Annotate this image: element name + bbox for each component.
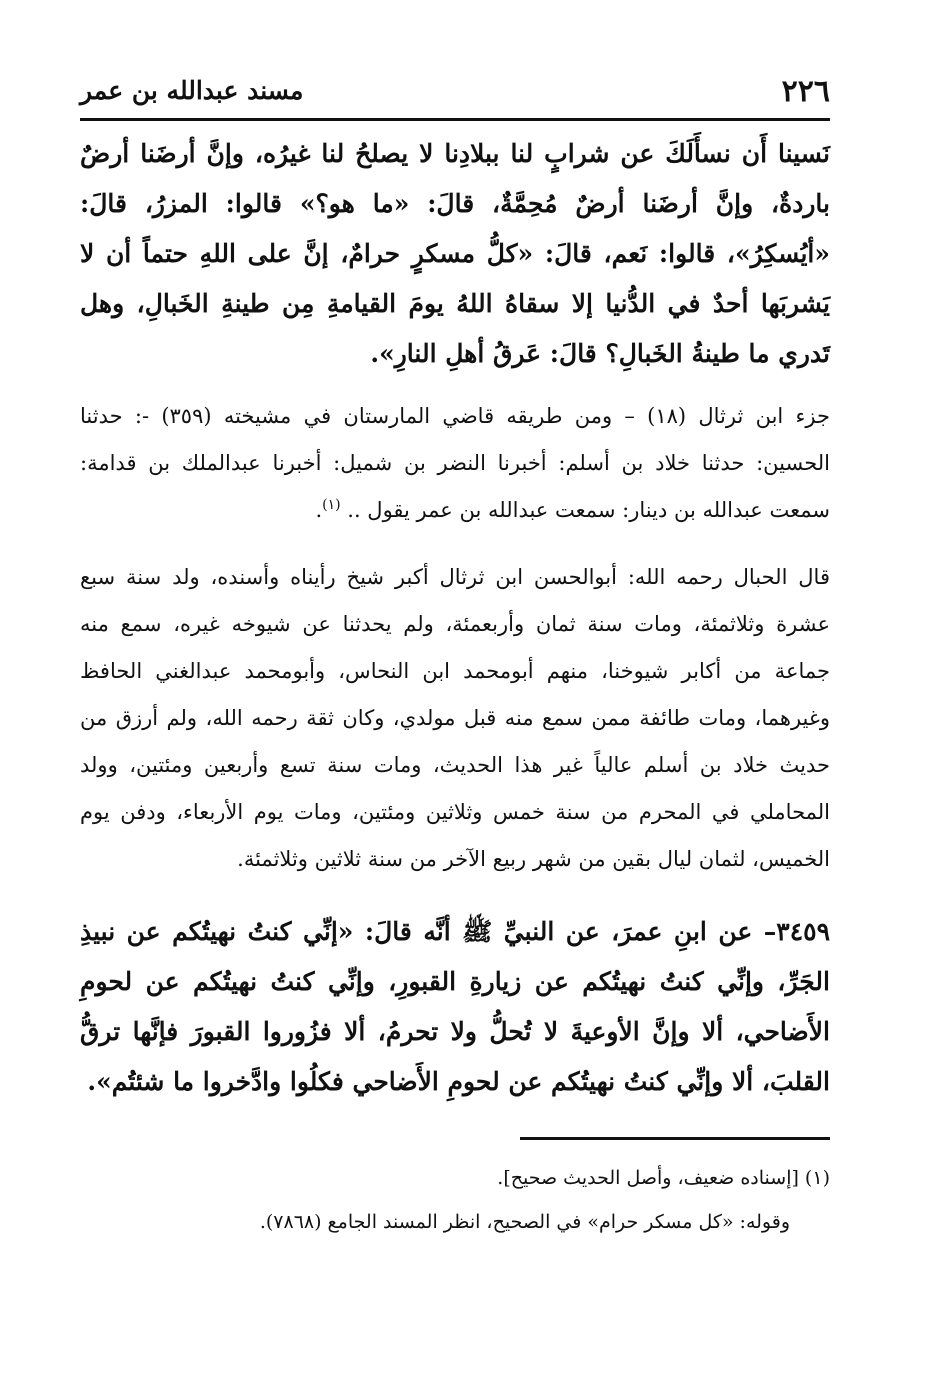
biography-note: قال الحبال رحمه الله: أبوالحسن ابن ثرثال أكبر شيخ رأيناه وأسنده، ولد سنة سبع عشرة وثلاثمئة، ومات سنة ثمان وأربعمئة، ولم يحدثنا عن شيوخه غيره، سمع منه جماعة من أكابر شيوخنا، منهم أبومحمد ابن النحاس، وأبومحمد عبدالغني الحافظ وغيرهما، ومات طائفة ممن سمع منه قبل مولدي، وكان ثقة رحمه الله، ولم أرزق من حديث خلاد بن أسلم عالياً غير هذا الحديث، ومات سنة تسع وأربعين ومئتين، وولد المحاملي في المحرم من سنة خمس وثلاثين ومئتين، ومات يوم الأربعاء، ودفن يوم الخميس، لثمان ليال بقين من شهر ربيع الآخر من سنة ثلاثين وثلاثمئة.	[80, 565, 830, 871]
book-page	[80, 70, 830, 1310]
footnote-reference[interactable]: (١)	[322, 497, 341, 513]
footnote-separator	[520, 1137, 830, 1140]
hadith-3459-text: عن ابنِ عمرَ، عن النبيِّ ﷺ أنَّه قالَ: «إنِّي كنتُ نهيتُكم عن نبيذِ الجَرِّ، وإنِّي كنتُ نهيتُكم عن زيارةِ القبورِ، وإنِّي كنتُ نهيتُكم عن لحومِ الأَضاحي، ألا وإنَّ الأوعيةَ لا تُحلُّ ولا تحرمُ، ألا فزُوروا القبورَ فإنَّها ترقُّ القلبَ، ألا وإنِّي كنتُ نهيتُكم عن لحومِ الأَضاحي فكلُوا وادَّخروا ما شئتُم».	[80, 917, 830, 1096]
hadith-continued-text: نَسينا أَن نسأَلَكَ عن شرابٍ لنا ببلادِنا لا يصلحُ لنا غيرُه، وإنَّ أرضَنا أرضٌ باردةٌ، وإنَّ أرضَنا أرضٌ مُحِمَّةٌ، قالَ: «ما هو؟» قالوا: المزرُ، قالَ: «أيُسكِرُ»، قالوا: نَعم، قالَ: «كلُّ مسكرٍ حرامٌ، إنَّ على اللهِ حتماً أن لا يَشربَها أحدٌ في الدُّنيا إلا سقاهُ اللهُ يومَ القيامةِ مِن طينةِ الخَبالِ، وهل تَدري ما طينةُ الخَبالِ؟ قالَ: عَرقُ أهلِ النارِ».	[80, 139, 830, 368]
hadith-3459	[80, 907, 830, 1107]
hadith-number: ٣٤٥٩–	[763, 917, 830, 946]
source-note-text: جزء ابن ثرثال (١٨) – ومن طريقه قاضي المارستان في مشيخته (٣٥٩) -: حدثنا الحسين: حدثنا خلاد بن أسلم: أخبرنا النضر بن شميل: أخبرنا عبدالملك بن قدامة: سمعت عبدالله بن دينار: سمعت عبدالله بن عمر يقول ..	[80, 404, 830, 522]
footnote-1: (١) [إسناده ضعيف، وأصل الحديث صحيح].	[497, 1167, 830, 1189]
footnote-1-continuation: وقوله: «كل مسكر حرام» في الصحيح، انظر المسند الجامع (٧٨٦٨).	[259, 1211, 790, 1233]
source-note: جزء ابن ثرثال (١٨) – ومن طريقه قاضي المارستان في مشيخته (٣٥٩) -: حدثنا الحسين: حدثنا خلاد بن أسلم: أخبرنا النضر بن شميل: أخبرنا عبدالملك بن قدامة: سمعت عبدالله بن دينار: سمعت عبدالله بن عمر يقول .. $^{(١)}$.	[80, 404, 830, 522]
running-header	[80, 70, 830, 121]
header-title: مسند عبدالله بن عمر	[80, 76, 304, 105]
page-number: ٢٢٦	[781, 74, 830, 109]
